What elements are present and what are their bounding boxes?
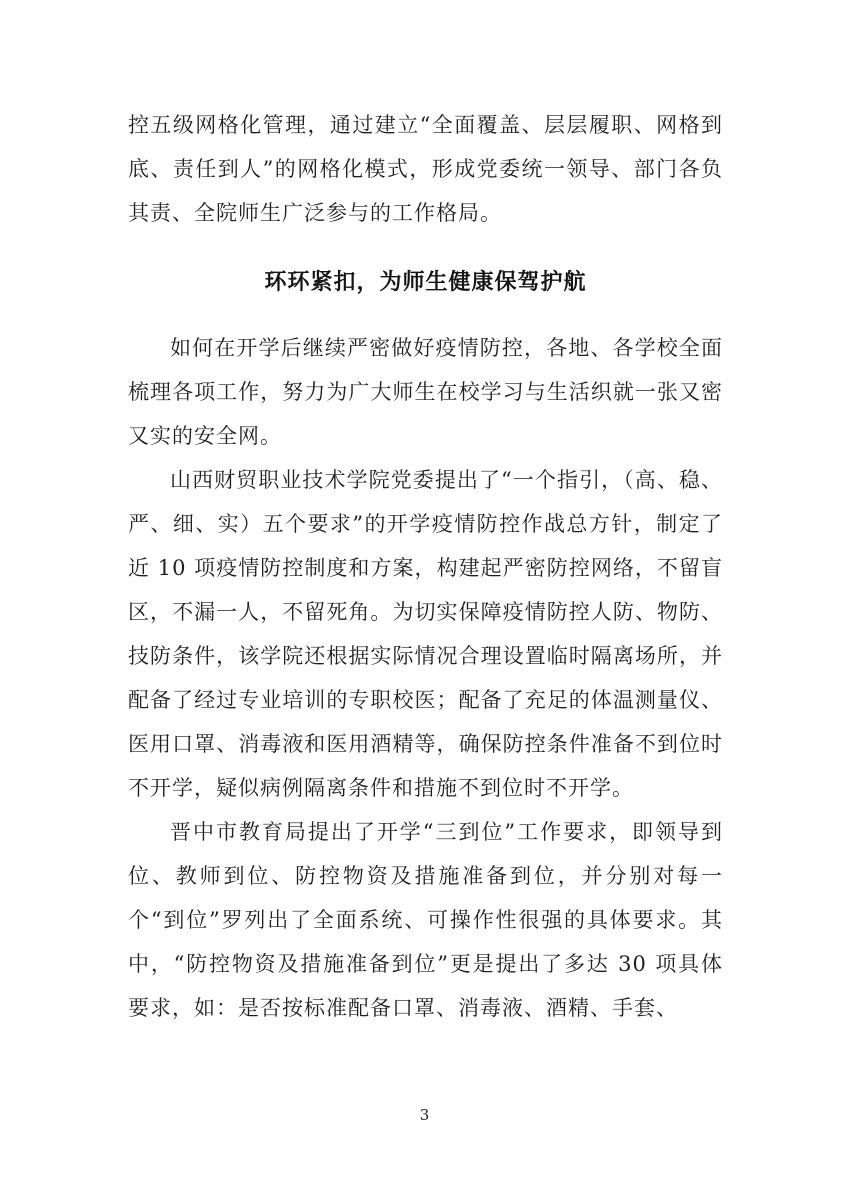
page-number: 3 — [419, 1106, 430, 1124]
section-heading: 环环紧扣，为师生健康保驾护航 — [264, 270, 587, 295]
paragraph: 如何在开学后继续严密做好疫情防控，各地、各学校全面梳理各项工作，努力为广大师生在校学习与生活织就一张又密又实的安全网。 — [128, 336, 723, 448]
paragraph: 晋中市教育局提出了开学“三到位”工作要求，即领导到位、教师到位、防控物资及措施准备到位，并分别对每一个“到位”罗列出了全面系统、可操作性很强的具体要求。其中，“防控物资及措施准备到位”更是提出了多达 30 项具体要求，如：是否按标准配备口罩、消毒液、酒精、手套、 — [128, 820, 723, 1020]
paragraph-continuation: 控五级网格化管理，通过建立“全面覆盖、层层履职、网格到底、责任到人”的网格化模式，形成党委统一领导、部门各负其责、全院师生广泛参与的工作格局。 — [128, 113, 723, 225]
document-body — [128, 103, 723, 1030]
paragraph: 山西财贸职业技术学院党委提出了“一个指引，（高、稳、严、细、实）五个要求”的开学疫情防控作战总方针，制定了近 10 项疫情防控制度和方案，构建起严密防控网络，不留盲区，不漏一人，不留死角。为切实保障疫情防控人防、物防、技防条件，该学院还根据实际情况合理设置临时隔离场所，并配备了经过专业培训的专职校医；配备了充足的体温测量仪、医用口罩、消毒液和医用酒精等，确保防控条件准备不到位时不开学，疑似病例隔离条件和措施不到位时不开学。 — [128, 468, 723, 800]
